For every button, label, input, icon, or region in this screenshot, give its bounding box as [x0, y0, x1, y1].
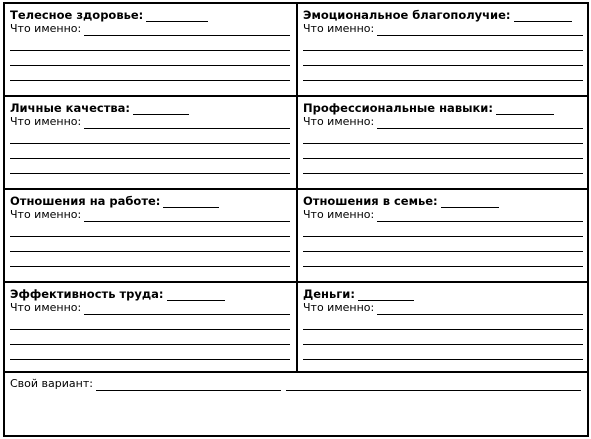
category-title: Личные качества:	[10, 101, 131, 115]
answer-line[interactable]	[10, 129, 290, 144]
rating-blank[interactable]	[163, 195, 219, 208]
answer-line[interactable]	[10, 174, 290, 189]
answer-line[interactable]	[10, 267, 290, 282]
answer-line[interactable]	[303, 66, 583, 81]
answer-line[interactable]	[303, 222, 583, 237]
own-variant-label: Свой вариант:	[10, 377, 93, 390]
answer-line[interactable]	[303, 174, 583, 189]
category-cell-professional-skills	[298, 97, 589, 190]
rating-blank[interactable]	[146, 9, 208, 22]
category-cell-work-efficiency	[5, 283, 298, 373]
what-label: Что именно:	[303, 301, 375, 314]
what-blank[interactable]	[84, 209, 290, 222]
category-cell-work-relations	[5, 190, 298, 283]
answer-line[interactable]	[10, 222, 290, 237]
answer-line[interactable]	[10, 345, 290, 360]
category-title: Деньги:	[303, 287, 355, 301]
answer-line[interactable]	[303, 129, 583, 144]
what-label: Что именно:	[303, 208, 375, 221]
answer-line[interactable]	[303, 330, 583, 345]
worksheet-table	[3, 2, 589, 437]
own-variant-section	[5, 373, 587, 435]
what-label: Что именно:	[303, 22, 375, 35]
answer-line[interactable]	[10, 237, 290, 252]
answer-line[interactable]	[303, 81, 583, 96]
category-title: Эффективность труда:	[10, 287, 164, 301]
answer-line[interactable]	[303, 252, 583, 267]
rating-blank[interactable]	[133, 102, 189, 115]
own-variant-blank[interactable]	[286, 377, 581, 391]
rating-blank[interactable]	[358, 288, 414, 301]
category-title: Профессиональные навыки:	[303, 101, 493, 115]
what-blank[interactable]	[84, 302, 290, 315]
category-title: Телесное здоровье:	[10, 8, 144, 22]
answer-line[interactable]	[303, 237, 583, 252]
what-label: Что именно:	[10, 208, 82, 221]
answer-line[interactable]	[303, 345, 583, 360]
rating-blank[interactable]	[496, 102, 554, 115]
what-blank[interactable]	[377, 302, 583, 315]
answer-line[interactable]	[10, 36, 290, 51]
answer-line[interactable]	[303, 51, 583, 66]
answer-line[interactable]	[10, 51, 290, 66]
rating-blank[interactable]	[441, 195, 499, 208]
what-label: Что именно:	[10, 22, 82, 35]
category-cell-money	[298, 283, 589, 373]
answer-line[interactable]	[303, 36, 583, 51]
category-cell-family-relations	[298, 190, 589, 283]
answer-line[interactable]	[303, 144, 583, 159]
category-cell-personal-qualities	[5, 97, 298, 190]
category-title: Отношения на работе:	[10, 194, 161, 208]
categories-grid	[5, 4, 587, 373]
answer-line[interactable]	[10, 360, 290, 373]
what-label: Что именно:	[10, 301, 82, 314]
what-blank[interactable]	[84, 23, 290, 36]
rating-blank[interactable]	[167, 288, 225, 301]
answer-line[interactable]	[303, 360, 583, 373]
category-cell-emotional-wellbeing	[298, 4, 589, 97]
answer-line[interactable]	[10, 66, 290, 81]
what-label: Что именно:	[10, 115, 82, 128]
category-cell-physical-health	[5, 4, 298, 97]
what-blank[interactable]	[377, 23, 583, 36]
category-title: Эмоциональное благополучие:	[303, 8, 511, 22]
answer-line[interactable]	[303, 267, 583, 282]
answer-line[interactable]	[10, 315, 290, 330]
what-blank[interactable]	[377, 209, 583, 222]
what-label: Что именно:	[303, 115, 375, 128]
answer-line[interactable]	[10, 330, 290, 345]
answer-line[interactable]	[10, 144, 290, 159]
own-variant-blank[interactable]	[96, 377, 281, 391]
category-title: Отношения в семье:	[303, 194, 438, 208]
what-blank[interactable]	[84, 116, 290, 129]
rating-blank[interactable]	[514, 9, 572, 22]
answer-line[interactable]	[10, 81, 290, 96]
what-blank[interactable]	[377, 116, 583, 129]
answer-line[interactable]	[303, 315, 583, 330]
answer-line[interactable]	[10, 252, 290, 267]
answer-line[interactable]	[303, 159, 583, 174]
answer-line[interactable]	[10, 159, 290, 174]
